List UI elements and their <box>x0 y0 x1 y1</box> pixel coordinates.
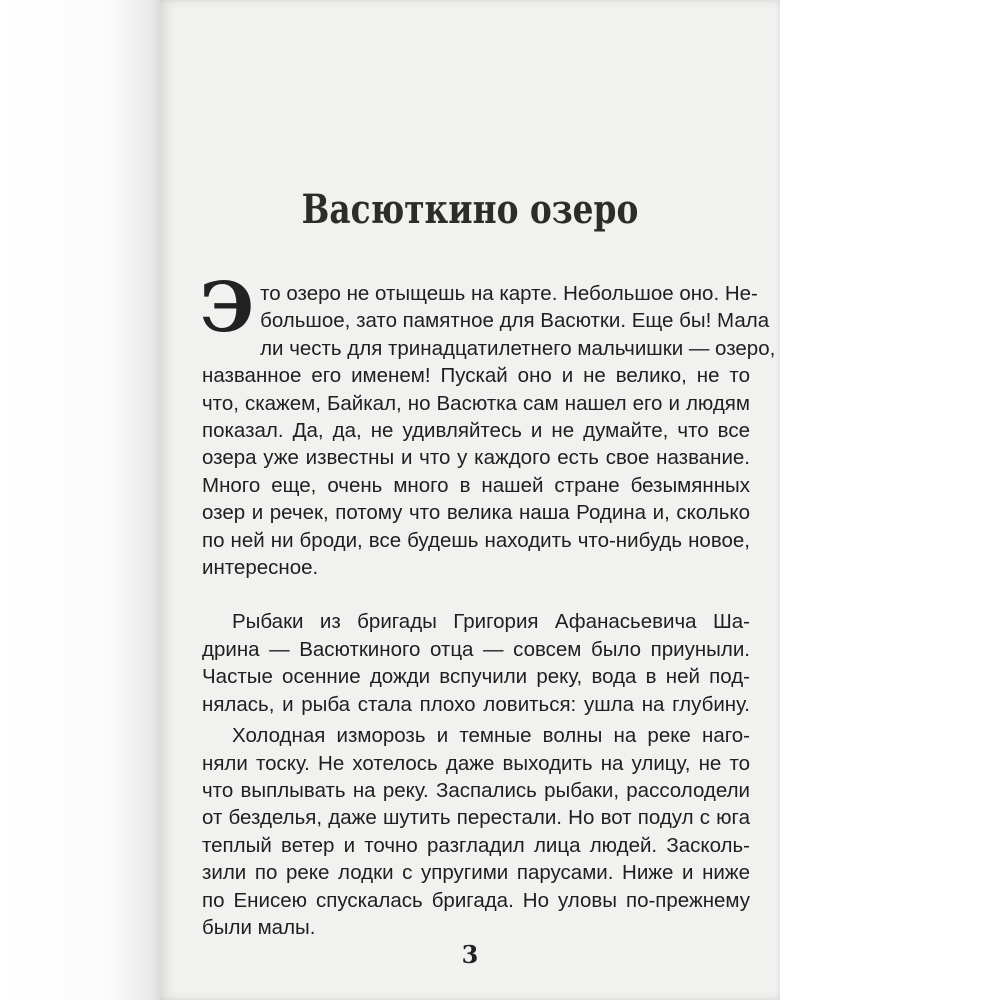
text-line: няли тоску. Не хотелось даже выходить на улицу, не то <box>202 751 750 775</box>
text-line: озер и речек, потому что велика наша Родина и, сколько <box>202 501 750 525</box>
text-line: теплый ветер и точно разгладил лица людей. Засколь- <box>202 833 750 857</box>
text-line: что выплывать на реку. Заспались рыбаки, рассолодели <box>202 778 750 802</box>
drop-cap: Э <box>200 268 255 348</box>
paragraph-1 <box>200 268 776 581</box>
text-line: были малы. <box>202 915 316 939</box>
text-line: показал. Да, да, не удивляйтесь и не думайте, что все <box>202 419 750 443</box>
text-line: названное его именем! Пускай оно и не велико, не то <box>202 364 750 388</box>
text-line: что, скажем, Байкал, но Васютка сам нашел его и людям <box>202 391 750 415</box>
right-margin <box>780 0 1000 1000</box>
text-line: озера уже известны и что у каждого есть свое название. <box>202 446 750 470</box>
text-line: по ней ни броди, все будешь находить что-нибудь новое, <box>202 528 750 552</box>
text-line: Частые осенние дожди вспучили реку, вода в ней под- <box>202 665 750 689</box>
text-line: интересное. <box>202 556 319 580</box>
text-line: ли честь для тринадцатилетнего мальчишки — озеро, <box>260 336 776 360</box>
text-line: зили по реке лодки с упругими парусами. Ниже и ниже <box>202 861 750 885</box>
text-line: Холодная изморозь и темные волны на реке наго- <box>232 724 750 748</box>
paragraph-3 <box>202 722 750 941</box>
page-number: 3 <box>461 940 479 969</box>
text-line: по Енисею спускалась бригада. Но уловы по-прежнему <box>202 888 750 912</box>
text-line: дрина — Васюткиного отца — совсем было приуныли. <box>202 637 750 661</box>
text-line: от безделья, даже шутить перестали. Но вот подул с юга <box>202 806 750 830</box>
paragraph-2 <box>202 608 750 718</box>
book-page <box>160 0 780 1000</box>
text-line: Много еще, очень много в нашей стране безымянных <box>202 473 750 497</box>
text-line: нялась, и рыба стала плохо ловиться: ушла на глубину. <box>202 692 750 716</box>
text-line: то озеро не отыщешь на карте. Небольшое оно. Не- <box>260 282 758 305</box>
text-line: Рыбаки из бригады Григория Афанасьевича Ша- <box>232 610 750 634</box>
left-margin-shadow <box>0 0 160 1000</box>
chapter-title: Васюткино озеро <box>301 186 639 233</box>
body-text <box>200 268 776 941</box>
text-line: большое, зато памятное для Васютки. Еще бы! Мала <box>260 309 770 333</box>
